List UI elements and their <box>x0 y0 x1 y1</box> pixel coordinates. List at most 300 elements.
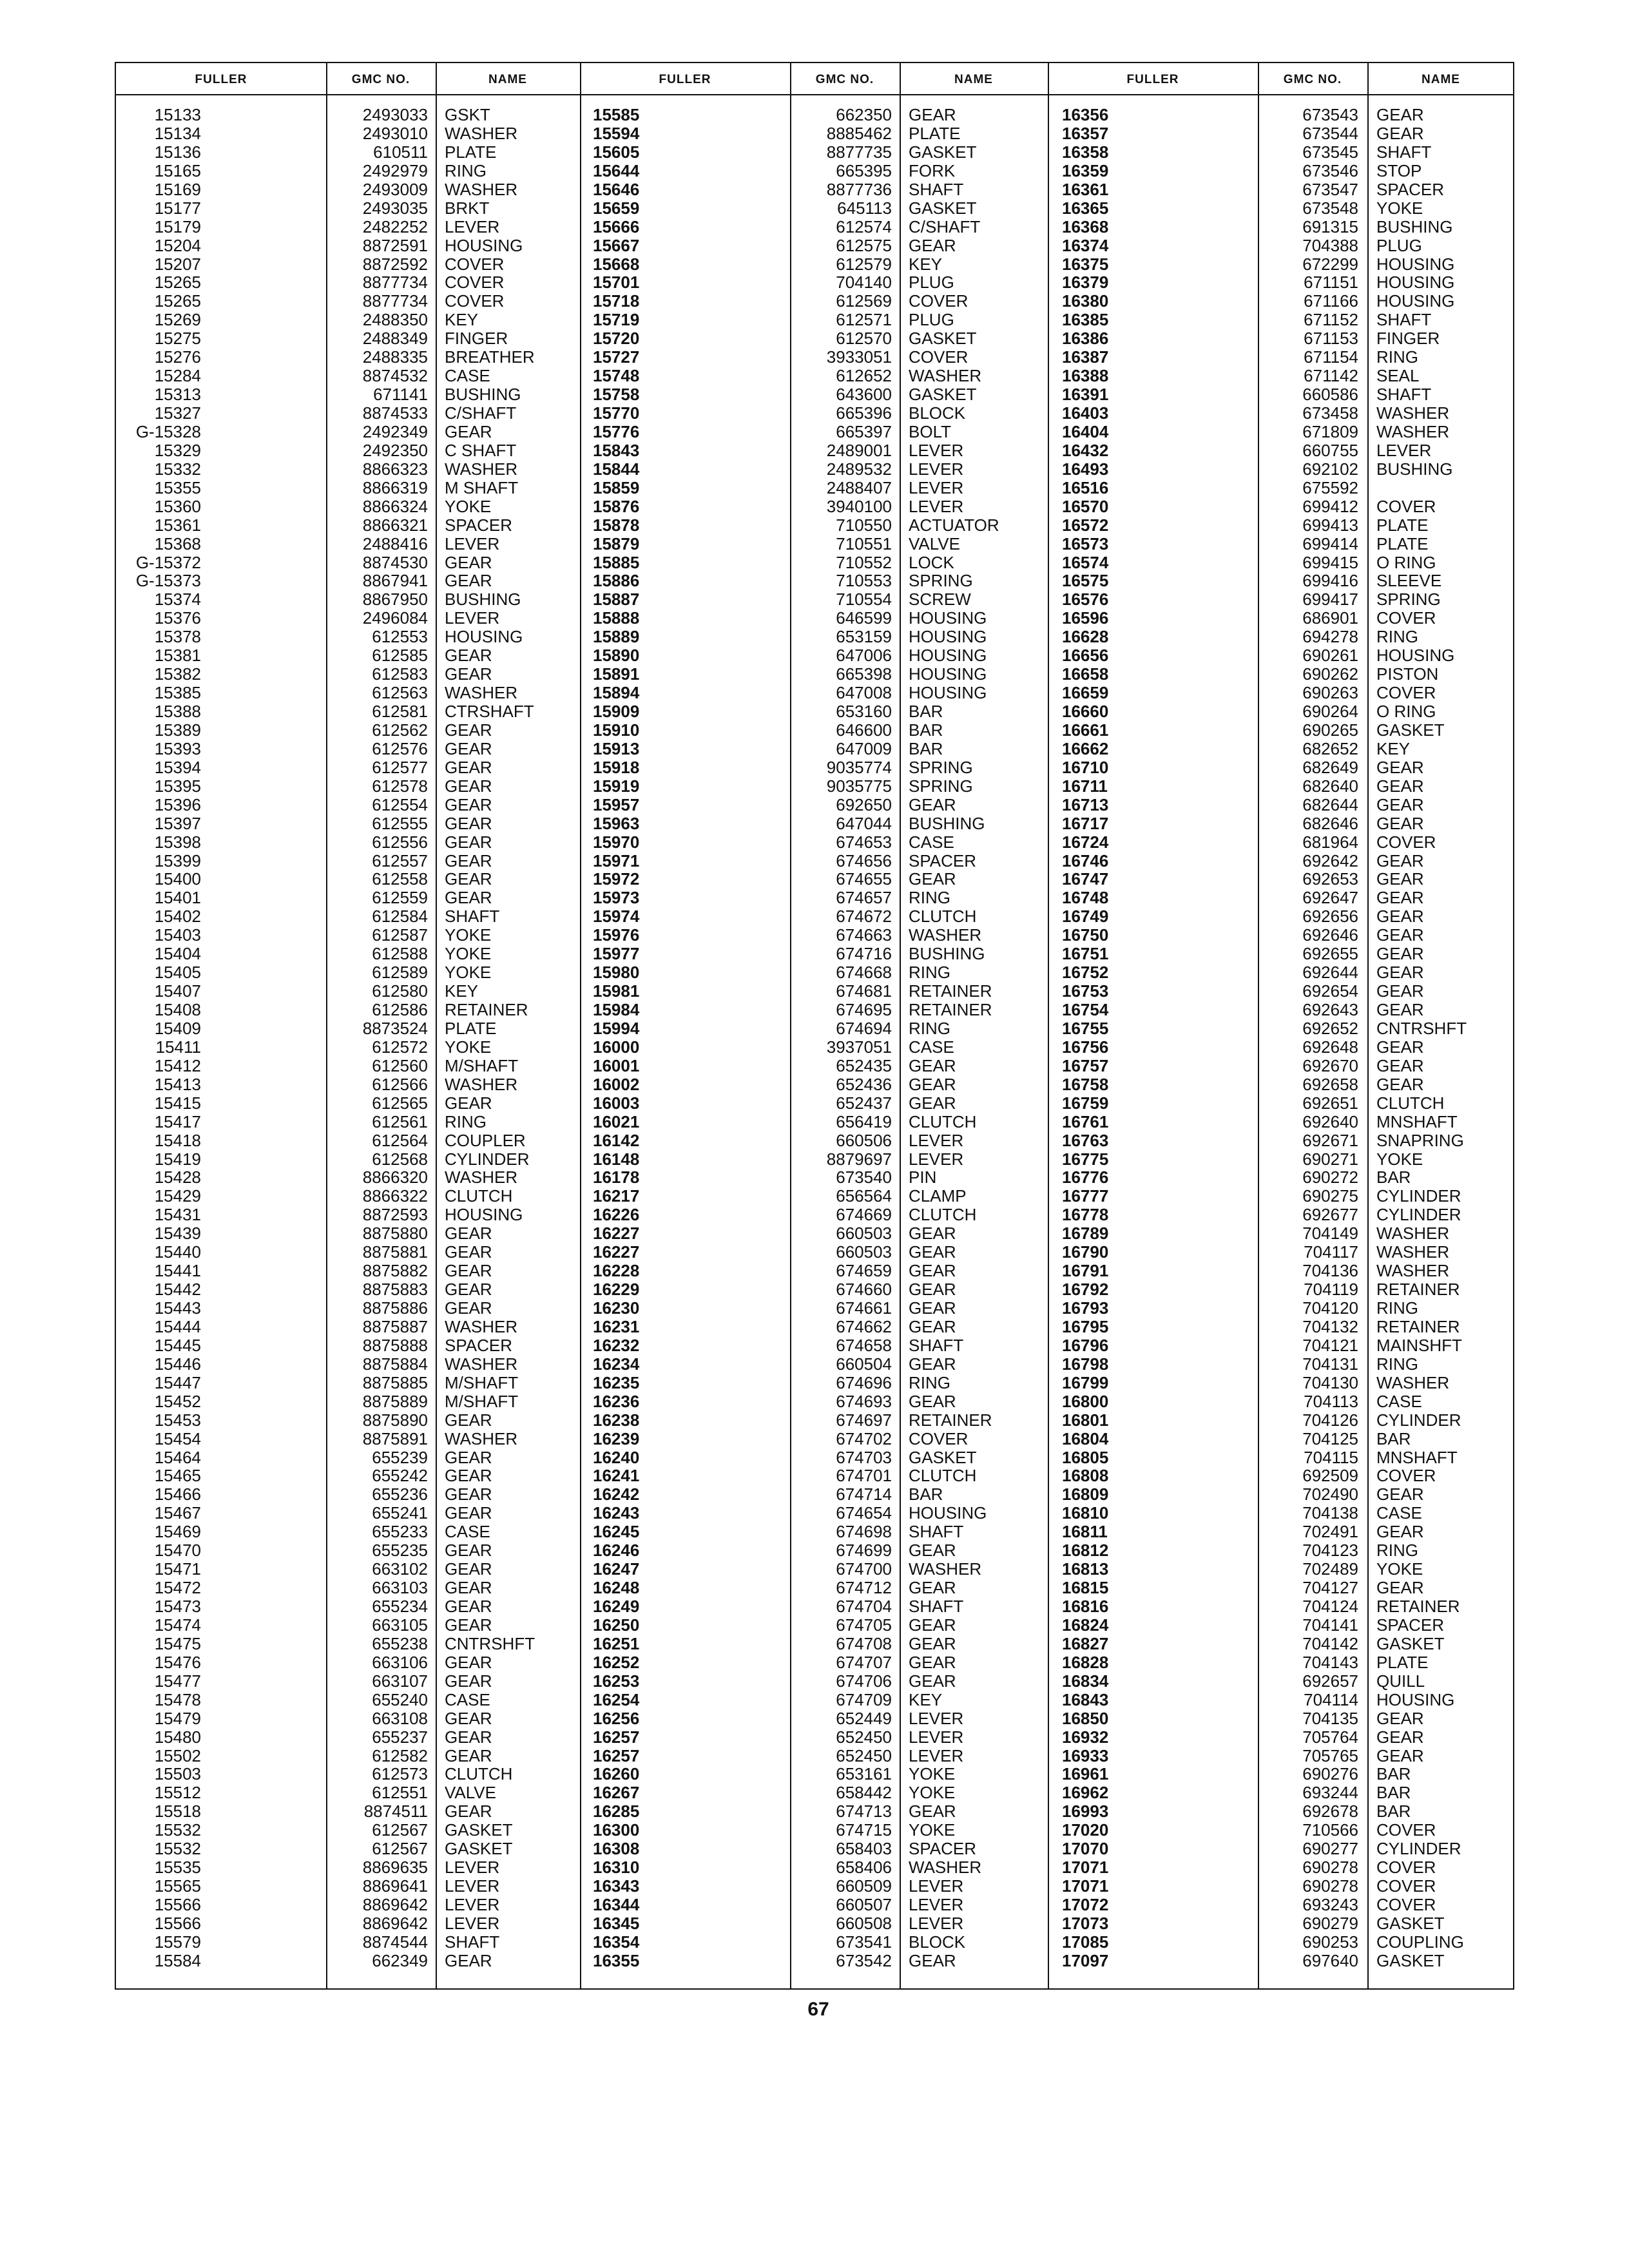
gmc-number-cell: 2493033 <box>362 106 428 124</box>
part-name-cell: CYLINDER <box>445 1149 530 1169</box>
part-name-cell: BUSHING <box>1376 459 1453 479</box>
fuller-number-cell: 15393 <box>154 739 201 758</box>
fuller-number-cell: 17071 <box>1062 1877 1109 1896</box>
part-name-cell: GEAR <box>445 1653 492 1672</box>
fuller-number-cell: 15646 <box>593 180 640 199</box>
fuller-number-cell: 16493 <box>1062 459 1109 479</box>
fuller-number-cell: 15887 <box>593 590 640 610</box>
fuller-number-cell: 16758 <box>1062 1075 1109 1094</box>
fuller-number-cell: 15644 <box>593 161 640 180</box>
part-name-cell: YOKE <box>445 1037 492 1057</box>
fuller-number-cell: 16711 <box>1062 776 1108 796</box>
gmc-number-cell: 612555 <box>372 814 428 833</box>
fuller-number-cell: 15748 <box>593 367 640 386</box>
gmc-number-cell: 692657 <box>1302 1671 1358 1691</box>
gmc-number-cell: 612567 <box>372 1821 428 1840</box>
fuller-number-cell: 16932 <box>1062 1727 1109 1747</box>
gmc-number-cell: 702490 <box>1302 1485 1358 1504</box>
fuller-number-cell: 15579 <box>154 1932 201 1952</box>
fuller-number-cell: 16238 <box>593 1410 640 1430</box>
gmc-number-cell: 652437 <box>836 1093 892 1113</box>
gmc-number-cell: 674655 <box>836 870 892 889</box>
gmc-number-cell: 612585 <box>372 646 428 666</box>
gmc-number-cell: 660503 <box>836 1224 892 1244</box>
part-name-cell: HOUSING <box>909 684 987 702</box>
fuller-number-cell: 17072 <box>1062 1896 1109 1914</box>
fuller-number-cell: 16828 <box>1062 1653 1109 1672</box>
part-name-cell: VALVE <box>909 534 960 553</box>
fuller-number-cell: 16345 <box>593 1914 640 1933</box>
part-name-cell: C/SHAFT <box>445 404 517 423</box>
part-name-cell: GASKET <box>445 1821 513 1840</box>
fuller-number-cell: 16843 <box>1062 1690 1109 1709</box>
part-name-cell: CASE <box>909 832 954 852</box>
gmc-number-cell: 704388 <box>1302 236 1358 255</box>
part-name-cell: SHAFT <box>909 1597 964 1616</box>
fuller-number-cell: 16993 <box>1062 1802 1109 1821</box>
fuller-number-cell: 16757 <box>1062 1056 1109 1075</box>
gmc-number-cell: 655235 <box>372 1541 428 1561</box>
fuller-number-cell: 15265 <box>154 273 201 293</box>
part-name-cell: COUPLING <box>1376 1932 1464 1952</box>
fuller-number-cell: 15963 <box>593 814 640 833</box>
part-name-cell: YOKE <box>909 1821 956 1840</box>
gmc-number-cell: 692654 <box>1302 982 1358 1001</box>
part-name-cell: GASKET <box>1376 1951 1445 1970</box>
gmc-number-cell: 2488407 <box>826 478 892 497</box>
fuller-number-cell: 16355 <box>593 1951 640 1970</box>
part-name-cell: KEY <box>909 1690 943 1709</box>
gmc-column <box>1258 106 1358 1970</box>
part-name-cell: SCREW <box>909 590 971 610</box>
part-name-cell: RETAINER <box>445 1001 528 1019</box>
gmc-number-cell: 672299 <box>1302 255 1358 274</box>
gmc-number-cell: 692509 <box>1302 1466 1358 1486</box>
fuller-number-cell: 16713 <box>1062 795 1109 814</box>
fuller-number-cell: 16575 <box>1062 572 1109 591</box>
gmc-number-cell: 8869635 <box>362 1858 428 1878</box>
gmc-number-cell: 660586 <box>1302 385 1358 404</box>
gmc-number-cell: 8866321 <box>362 515 428 535</box>
part-name-cell: MNSHAFT <box>1376 1448 1458 1467</box>
gmc-number-cell: 8874544 <box>362 1932 428 1952</box>
gmc-number-cell: 652435 <box>836 1056 892 1075</box>
gmc-number-cell: 2493009 <box>362 180 428 199</box>
gmc-number-cell: 671151 <box>1304 273 1358 293</box>
gmc-number-cell: 692655 <box>1302 945 1358 964</box>
fuller-number-cell: G-15373 <box>135 572 201 591</box>
fuller-number-cell: 15474 <box>154 1615 201 1635</box>
gmc-number-cell: 612582 <box>372 1746 428 1765</box>
part-name-cell: GEAR <box>1376 870 1424 889</box>
fuller-number-cell: 15381 <box>154 646 201 666</box>
fuller-number-cell: 16755 <box>1062 1019 1109 1038</box>
fuller-number-cell: 15465 <box>154 1466 201 1486</box>
fuller-number-cell: 16385 <box>1062 311 1109 330</box>
part-name-cell: COUPLER <box>445 1131 526 1150</box>
part-name-cell: WASHER <box>445 1075 518 1094</box>
part-name-cell: M/SHAFT <box>445 1392 519 1411</box>
gmc-number-cell: 692653 <box>1302 870 1358 889</box>
gmc-number-cell: 8872591 <box>362 236 428 255</box>
gmc-number-cell: 653160 <box>836 702 892 721</box>
part-name-cell: COVER <box>1376 684 1436 702</box>
fuller-number-cell: 15378 <box>154 628 201 647</box>
gmc-number-cell: 674696 <box>836 1373 892 1392</box>
gmc-number-cell: 8866319 <box>362 478 428 497</box>
part-name-cell: YOKE <box>445 926 492 945</box>
fuller-number-cell: 16750 <box>1062 926 1109 945</box>
gmc-number-cell: 673548 <box>1302 198 1358 218</box>
fuller-number-cell: 15980 <box>593 963 640 983</box>
fuller-number-cell: 15361 <box>154 515 201 535</box>
fuller-number-cell: 15329 <box>154 441 201 460</box>
part-name-cell: SHAFT <box>1376 142 1432 162</box>
part-name-cell: GEAR <box>909 1671 956 1691</box>
gmc-number-cell: 8875885 <box>362 1373 428 1392</box>
fuller-number-cell: 16792 <box>1062 1280 1109 1299</box>
part-name-cell: GEAR <box>909 1262 956 1281</box>
part-name-cell: GEAR <box>445 1224 492 1244</box>
fuller-number-cell: 15439 <box>154 1224 201 1244</box>
fuller-number-cell: 16374 <box>1062 236 1109 255</box>
gmc-number-cell: 612566 <box>372 1075 428 1094</box>
fuller-number-cell: 15405 <box>154 963 201 983</box>
fuller-number-cell: 16778 <box>1062 1206 1109 1225</box>
gmc-number-cell: 8875881 <box>362 1243 428 1262</box>
fuller-number-cell: 16256 <box>593 1709 640 1728</box>
gmc-number-cell: 612557 <box>372 851 428 870</box>
gmc-number-cell: 674702 <box>836 1429 892 1448</box>
part-name-cell: CLAMP <box>909 1187 967 1206</box>
gmc-number-cell: 3940100 <box>826 497 892 516</box>
gmc-number-cell: 674672 <box>836 907 892 927</box>
fuller-column <box>593 106 722 1970</box>
part-name-cell: GEAR <box>445 1746 492 1765</box>
gmc-number-cell: 674694 <box>836 1019 892 1038</box>
part-name-cell: GEAR <box>1376 926 1424 945</box>
gmc-number-cell: 663103 <box>372 1579 428 1597</box>
gmc-number-cell: 8874532 <box>362 367 428 386</box>
fuller-number-cell: 15389 <box>154 720 201 740</box>
gmc-number-cell: 612562 <box>372 720 428 740</box>
fuller-number-cell: 17073 <box>1062 1914 1109 1933</box>
part-name-cell: CASE <box>909 1037 954 1057</box>
fuller-number-cell: 16253 <box>593 1671 640 1691</box>
fuller-number-cell: 16809 <box>1062 1485 1109 1504</box>
fuller-number-cell: 16810 <box>1062 1504 1109 1523</box>
part-name-cell: WASHER <box>1376 1262 1450 1281</box>
part-name-cell: GEAR <box>445 1093 492 1113</box>
gmc-number-cell: 704140 <box>836 273 892 293</box>
gmc-number-cell: 704127 <box>1302 1579 1358 1597</box>
fuller-number-cell: 15395 <box>154 776 201 796</box>
gmc-number-cell: 2492979 <box>362 161 428 180</box>
gmc-number-cell: 8869642 <box>362 1896 428 1914</box>
gmc-number-cell: 9035774 <box>826 758 892 777</box>
gmc-number-cell: 710554 <box>836 590 892 610</box>
part-name-cell: GEAR <box>1376 945 1424 964</box>
gmc-number-cell: 660508 <box>836 1914 892 1933</box>
part-name-cell: GEAR <box>445 720 492 740</box>
part-name-cell: GEAR <box>1376 106 1424 124</box>
part-name-cell: RING <box>1376 1299 1418 1318</box>
part-name-cell: BAR <box>1376 1765 1411 1784</box>
fuller-number-cell: 17085 <box>1062 1932 1109 1952</box>
gmc-number-cell: 660755 <box>1302 441 1358 460</box>
fuller-number-cell: 16761 <box>1062 1112 1109 1131</box>
part-name-cell: CLUTCH <box>909 907 977 927</box>
part-name-cell: PLATE <box>1376 515 1429 535</box>
fuller-number-cell: 15891 <box>593 665 640 684</box>
gmc-number-cell: 647006 <box>836 646 892 666</box>
part-name-cell: GEAR <box>1376 1746 1424 1765</box>
fuller-number-cell: 16358 <box>1062 142 1109 162</box>
part-name-cell: SHAFT <box>1376 311 1432 330</box>
gmc-number-cell: 612578 <box>372 776 428 796</box>
part-name-cell: LEVER <box>909 1914 964 1933</box>
fuller-number-cell: 15535 <box>154 1858 201 1878</box>
fuller-number-cell: 15973 <box>593 889 640 908</box>
fuller-number-cell: 16344 <box>593 1896 640 1914</box>
fuller-number-cell: 15397 <box>154 814 201 833</box>
part-name-cell: SHAFT <box>909 180 964 199</box>
gmc-number-cell: 8875883 <box>362 1280 428 1299</box>
fuller-number-cell: 16142 <box>593 1131 640 1150</box>
gmc-number-cell: 699412 <box>1302 497 1358 516</box>
fuller-number-cell: 16961 <box>1062 1765 1109 1784</box>
fuller-number-cell: 15446 <box>154 1354 201 1374</box>
gmc-number-cell: 2493035 <box>362 198 428 218</box>
fuller-number-cell: 16759 <box>1062 1093 1109 1113</box>
part-name-cell: GEAR <box>1376 907 1424 927</box>
part-name-cell: GEAR <box>909 1354 956 1374</box>
fuller-number-cell: 15398 <box>154 832 201 852</box>
part-name-cell: COVER <box>909 1429 969 1448</box>
name-column <box>909 106 1045 1970</box>
gmc-number-cell: 674697 <box>836 1410 892 1430</box>
fuller-number-cell: 16257 <box>593 1727 640 1747</box>
part-name-cell: YOKE <box>445 963 492 983</box>
part-name-cell: FORK <box>909 161 956 180</box>
fuller-number-cell: 16795 <box>1062 1317 1109 1336</box>
gmc-number-cell: 674658 <box>836 1336 892 1355</box>
part-name-cell: WASHER <box>445 684 518 702</box>
fuller-number-cell: 16235 <box>593 1373 640 1392</box>
part-name-cell: RING <box>909 963 950 983</box>
gmc-number-cell: 682649 <box>1302 758 1358 777</box>
part-name-cell: RING <box>909 1373 950 1392</box>
part-name-cell: CNTRSHFT <box>445 1634 535 1653</box>
gmc-number-cell: 665397 <box>836 422 892 441</box>
fuller-number-cell: 15876 <box>593 497 640 516</box>
part-name-cell: CLUTCH <box>909 1466 977 1486</box>
fuller-number-cell: 16257 <box>593 1746 640 1765</box>
part-name-cell: PIN <box>909 1168 937 1187</box>
part-name-cell: WASHER <box>909 367 982 386</box>
part-name-cell: CYLINDER <box>1376 1187 1461 1206</box>
fuller-number-cell: 16252 <box>593 1653 640 1672</box>
fuller-number-cell: 15374 <box>154 590 201 610</box>
fuller-number-cell: 15594 <box>593 124 640 143</box>
fuller-number-cell: 16751 <box>1062 945 1109 964</box>
fuller-number-cell: 16812 <box>1062 1541 1109 1561</box>
part-name-cell: GEAR <box>1376 814 1424 833</box>
part-name-cell: GEAR <box>909 1056 956 1075</box>
fuller-number-cell: 15447 <box>154 1373 201 1392</box>
part-name-cell: KEY <box>1376 739 1411 758</box>
name-column <box>445 106 577 1970</box>
part-name-cell: YOKE <box>909 1765 956 1784</box>
part-name-cell: GASKET <box>1376 1914 1445 1933</box>
gmc-number-cell: 704113 <box>1304 1392 1358 1411</box>
part-name-cell: BAR <box>909 702 943 721</box>
part-name-cell: SLEEVE <box>1376 572 1442 591</box>
part-name-cell: YOKE <box>445 497 492 516</box>
part-name-cell: C SHAFT <box>445 441 517 460</box>
gmc-number-cell: 612589 <box>372 963 428 983</box>
part-name-cell: WASHER <box>445 1317 518 1336</box>
column-rule <box>900 63 901 1988</box>
gmc-number-cell: 673543 <box>1302 106 1358 124</box>
fuller-number-cell: 15776 <box>593 422 640 441</box>
fuller-number-cell: 16227 <box>593 1243 640 1262</box>
fuller-number-cell: 16239 <box>593 1429 640 1448</box>
fuller-number-cell: 16248 <box>593 1579 640 1597</box>
part-name-cell: GEAR <box>909 1299 956 1318</box>
fuller-number-cell: 15444 <box>154 1317 201 1336</box>
part-name-cell: LEVER <box>445 1914 500 1933</box>
gmc-number-cell: 699417 <box>1302 590 1358 610</box>
fuller-number-cell: 16799 <box>1062 1373 1109 1392</box>
fuller-number-cell: 16815 <box>1062 1579 1109 1597</box>
fuller-number-cell: 16391 <box>1062 385 1109 404</box>
part-name-cell: RING <box>1376 1354 1418 1374</box>
part-name-cell: LEVER <box>909 441 964 460</box>
part-name-cell: GEAR <box>445 1243 492 1262</box>
part-name-cell: SPACER <box>909 851 976 870</box>
gmc-number-cell: 8875884 <box>362 1354 428 1374</box>
part-name-cell: PISTON <box>1376 665 1439 684</box>
fuller-number-cell: 16662 <box>1062 739 1109 758</box>
fuller-number-cell: 15417 <box>154 1112 201 1131</box>
fuller-number-cell: 15179 <box>154 217 201 236</box>
part-name-cell: GEAR <box>445 1597 492 1616</box>
fuller-number-cell: 16386 <box>1062 329 1109 349</box>
gmc-number-cell: 674653 <box>836 832 892 852</box>
part-name-cell: WASHER <box>1376 404 1450 423</box>
fuller-number-cell: 16777 <box>1062 1187 1109 1206</box>
fuller-number-cell: G-15328 <box>135 422 201 441</box>
fuller-number-cell: 16660 <box>1062 702 1109 721</box>
gmc-number-cell: 692678 <box>1302 1802 1358 1821</box>
fuller-number-cell: 15467 <box>154 1504 201 1523</box>
gmc-number-cell: 690276 <box>1302 1765 1358 1784</box>
part-name-cell: GEAR <box>1376 795 1424 814</box>
fuller-number-cell: 15565 <box>154 1877 201 1896</box>
fuller-number-cell: 16231 <box>593 1317 640 1336</box>
gmc-number-cell: 702491 <box>1302 1523 1358 1542</box>
gmc-number-cell: 671153 <box>1304 329 1358 349</box>
fuller-number-cell: 15727 <box>593 348 640 367</box>
header-name: NAME <box>488 73 527 86</box>
fuller-number-cell: 15475 <box>154 1634 201 1653</box>
part-name-cell: CASE <box>1376 1392 1422 1411</box>
gmc-number-cell: 671142 <box>1304 367 1358 386</box>
gmc-number-cell: 690272 <box>1302 1168 1358 1187</box>
part-name-cell: BAR <box>909 739 943 758</box>
gmc-number-cell: 2496084 <box>362 609 428 628</box>
part-name-cell: CNTRSHFT <box>1376 1019 1467 1038</box>
fuller-number-cell: 15428 <box>154 1168 201 1187</box>
gmc-number-cell: 704120 <box>1302 1299 1358 1318</box>
fuller-number-cell: 15454 <box>154 1429 201 1448</box>
gmc-number-cell: 671809 <box>1302 422 1358 441</box>
part-name-cell: SNAPRING <box>1376 1131 1464 1150</box>
part-name-cell: GASKET <box>1376 1634 1445 1653</box>
gmc-number-cell: 8872593 <box>362 1206 428 1225</box>
part-name-cell: HOUSING <box>909 665 987 684</box>
part-name-cell: BAR <box>909 720 943 740</box>
fuller-number-cell: 16230 <box>593 1299 640 1318</box>
fuller-number-cell: 16432 <box>1062 441 1109 460</box>
fuller-number-cell: 15605 <box>593 142 640 162</box>
gmc-number-cell: 655239 <box>372 1448 428 1467</box>
part-name-cell: GEAR <box>445 1410 492 1430</box>
gmc-number-cell: 612568 <box>372 1149 428 1169</box>
fuller-number-cell: 16245 <box>593 1523 640 1542</box>
fuller-number-cell: 15136 <box>154 142 201 162</box>
part-name-cell: GEAR <box>909 1392 956 1411</box>
gmc-number-cell: 704114 <box>1304 1690 1358 1709</box>
part-name-cell: GEAR <box>909 1579 956 1597</box>
gmc-number-cell: 681964 <box>1302 832 1358 852</box>
gmc-number-cell: 8877736 <box>826 180 892 199</box>
fuller-number-cell: 15419 <box>154 1149 201 1169</box>
fuller-number-cell: 15758 <box>593 385 640 404</box>
gmc-number-cell: 652450 <box>836 1727 892 1747</box>
gmc-number-cell: 8875890 <box>362 1410 428 1430</box>
part-name-cell: MAINSHFT <box>1376 1336 1462 1355</box>
fuller-number-cell: 17020 <box>1062 1821 1109 1840</box>
fuller-number-cell: 16752 <box>1062 963 1109 983</box>
gmc-number-cell: 674669 <box>836 1206 892 1225</box>
gmc-number-cell: 710553 <box>836 572 892 591</box>
gmc-number-cell: 2492349 <box>362 422 428 441</box>
gmc-number-cell: 652436 <box>836 1075 892 1094</box>
gmc-number-cell: 690275 <box>1302 1187 1358 1206</box>
gmc-number-cell: 663107 <box>372 1671 428 1691</box>
part-name-cell: CLUTCH <box>445 1765 513 1784</box>
gmc-number-cell: 612587 <box>372 926 428 945</box>
fuller-number-cell: 15885 <box>593 553 640 572</box>
name-column <box>1376 106 1513 1970</box>
fuller-number-cell: 16811 <box>1062 1523 1108 1542</box>
fuller-number-cell: 15403 <box>154 926 201 945</box>
gmc-number-cell: 704135 <box>1302 1709 1358 1728</box>
fuller-number-cell: 15720 <box>593 329 640 349</box>
fuller-number-cell: 15502 <box>154 1746 201 1765</box>
part-name-cell: HOUSING <box>1376 646 1455 666</box>
part-name-cell: BOLT <box>909 422 951 441</box>
fuller-number-cell: 16236 <box>593 1392 640 1411</box>
gmc-number-cell: 665396 <box>836 404 892 423</box>
part-name-cell: LEVER <box>909 459 964 479</box>
part-name-cell: GEAR <box>445 814 492 833</box>
gmc-number-cell: 660506 <box>836 1131 892 1150</box>
part-name-cell: SHAFT <box>445 907 500 927</box>
fuller-number-cell: 15977 <box>593 945 640 964</box>
